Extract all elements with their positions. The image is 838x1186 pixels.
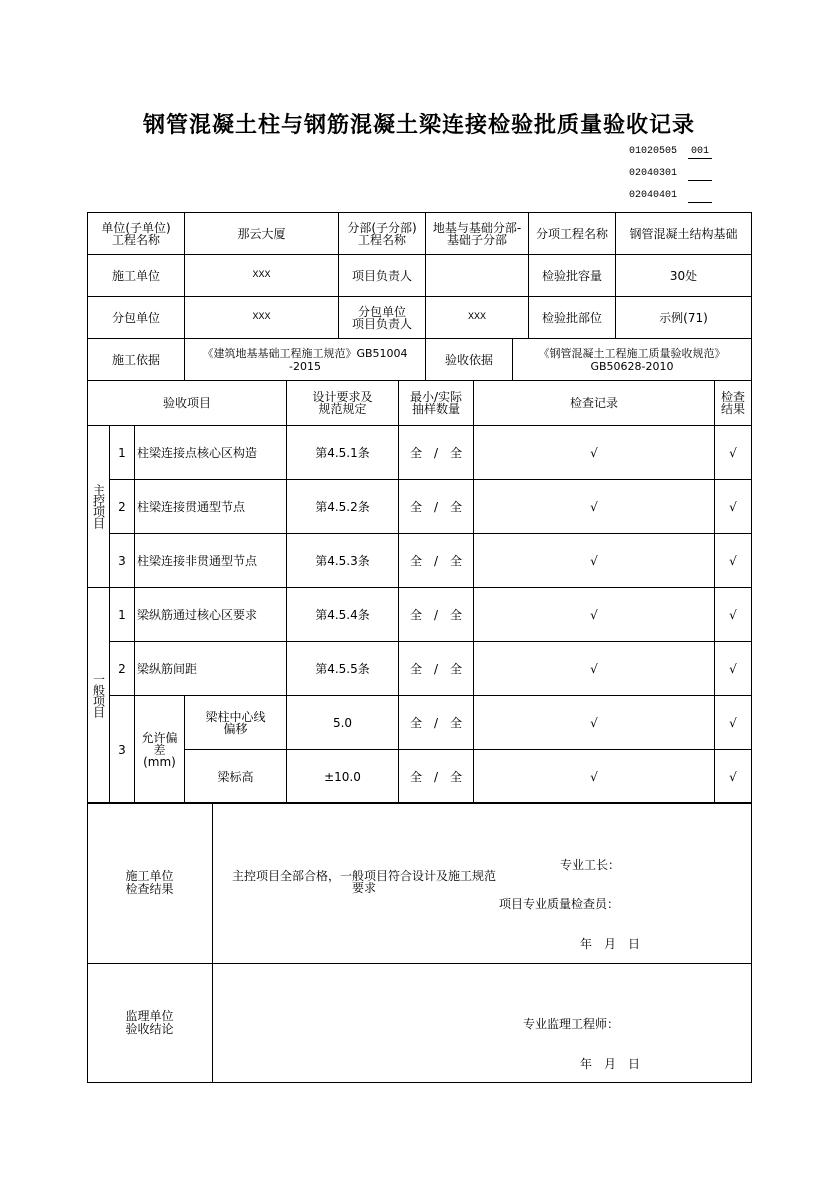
item-design: 第4.5.3条 (287, 534, 399, 588)
item-record: √ (474, 750, 715, 804)
item-result: √ (715, 642, 752, 696)
item-number: 1 (110, 426, 135, 480)
sub-project-manager-value: XXX (426, 297, 529, 339)
item-number: 2 (110, 642, 135, 696)
batch-capacity-value: 30处 (616, 255, 752, 297)
table-row (88, 480, 752, 534)
item-number: 3 (110, 696, 135, 804)
construction-basis-label: 施工依据 (88, 339, 185, 381)
table-row (88, 588, 752, 642)
item-result: √ (715, 426, 752, 480)
table-row (88, 642, 752, 696)
item-design: 5.0 (287, 696, 399, 750)
item-name: 柱梁连接贯通型节点 (135, 480, 287, 534)
supervising-engineer-label: 专业监理工程师： (523, 1017, 620, 1031)
form-code-1-suffix: 001 (688, 146, 712, 159)
item-design: 第4.5.2条 (287, 480, 399, 534)
column-header-design: 设计要求及 规范规定 (287, 381, 399, 426)
subcontractor-value: XXX (185, 297, 339, 339)
item-result: √ (715, 534, 752, 588)
item-sample: 全 / 全 (399, 642, 474, 696)
sub-project-manager-label: 分包单位 项目负责人 (339, 297, 426, 339)
batch-capacity-label: 检验批容量 (529, 255, 616, 297)
batch-location-value: 示例(71) (616, 297, 752, 339)
item-sample: 全 / 全 (399, 426, 474, 480)
page-title: 钢管混凝土柱与钢筋混凝土梁连接检验批质量验收记录 (142, 112, 695, 138)
supervision-check-divider (212, 963, 213, 1083)
item-name: 柱梁连接非贯通型节点 (135, 534, 287, 588)
column-header-item: 验收项目 (88, 381, 287, 426)
inspection-table (87, 380, 752, 804)
item-sample: 全 / 全 (399, 480, 474, 534)
item-number: 1 (110, 588, 135, 642)
foreman-signature-label: 专业工长： (560, 858, 621, 872)
item-name: 梁纵筋间距 (135, 642, 287, 696)
subitem-name-label: 分项工程名称 (529, 213, 616, 255)
item-result: √ (715, 588, 752, 642)
item-record: √ (474, 642, 715, 696)
item-sample: 全 / 全 (399, 696, 474, 750)
contractor-label: 施工单位 (88, 255, 185, 297)
supervision-check-label: 监理单位 验收结论 (125, 1009, 174, 1036)
item-name: 柱梁连接点核心区构造 (135, 426, 287, 480)
form-code-3: 02040401 (629, 190, 678, 201)
unit-name-value: 那云大厦 (185, 213, 339, 255)
item-sample: 全 / 全 (399, 750, 474, 804)
item-name: 梁标高 (185, 750, 287, 804)
item-name: 梁纵筋通过核心区要求 (135, 588, 287, 642)
table-row (88, 750, 752, 804)
construction-check-date: 年 月 日 (580, 937, 641, 951)
item-result: √ (715, 750, 752, 804)
item-record: √ (474, 534, 715, 588)
table-row (88, 426, 752, 480)
item-design: 第4.5.1条 (287, 426, 399, 480)
division-name-value: 地基与基础分部- 基础子分部 (426, 213, 529, 255)
unit-name-label: 单位(子单位) 工程名称 (88, 213, 185, 255)
item-sample: 全 / 全 (399, 534, 474, 588)
form-code-3-blank (688, 190, 712, 203)
column-header-record: 检查记录 (474, 381, 715, 426)
construction-check-divider (212, 802, 213, 964)
item-design: 第4.5.5条 (287, 642, 399, 696)
form-code-2-blank (688, 168, 712, 181)
construction-check-label: 施工单位 检查结果 (125, 869, 174, 896)
project-manager-value (426, 255, 529, 297)
subitem-name-value: 钢管混凝土结构基础 (616, 213, 752, 255)
column-header-sample: 最小/实际 抽样数量 (399, 381, 474, 426)
item-design: 第4.5.4条 (287, 588, 399, 642)
table-row (88, 534, 752, 588)
main-control-label: 主控项目 (88, 426, 110, 588)
item-record: √ (474, 426, 715, 480)
acceptance-basis-value: 《钢管混凝土工程施工质量验收规范》 GB50628-2010 (513, 339, 752, 381)
division-name-label: 分部(子分部) 工程名称 (339, 213, 426, 255)
construction-check-conclusion: 主控项目全部合格，一般项目符合设计及施工规范 要求 (231, 869, 496, 895)
project-info-table (87, 212, 752, 381)
item-number: 2 (110, 480, 135, 534)
item-sample: 全 / 全 (399, 588, 474, 642)
item-name: 梁柱中心线 偏移 (185, 696, 287, 750)
column-header-result: 检查 结果 (715, 381, 752, 426)
general-items-label: 一般项目 (88, 588, 110, 804)
form-code-1: 01020505 (629, 146, 678, 157)
contractor-value: XXX (185, 255, 339, 297)
item-design: ±10.0 (287, 750, 399, 804)
item-number: 3 (110, 534, 135, 588)
item-record: √ (474, 480, 715, 534)
table-row (88, 696, 752, 750)
subcontractor-label: 分包单位 (88, 297, 185, 339)
project-manager-label: 项目负责人 (339, 255, 426, 297)
item-result: √ (715, 480, 752, 534)
item-record: √ (474, 588, 715, 642)
batch-location-label: 检验批部位 (529, 297, 616, 339)
form-code-2: 02040301 (629, 168, 678, 179)
inspector-signature-label: 项目专业质量检查员： (499, 897, 620, 911)
tolerance-label: 允许偏 差 (mm) (135, 696, 185, 804)
item-record: √ (474, 696, 715, 750)
item-result: √ (715, 696, 752, 750)
acceptance-basis-label: 验收依据 (426, 339, 513, 381)
construction-basis-value: 《建筑地基基础工程施工规范》GB51004 -2015 (185, 339, 426, 381)
supervision-check-date: 年 月 日 (580, 1057, 641, 1071)
